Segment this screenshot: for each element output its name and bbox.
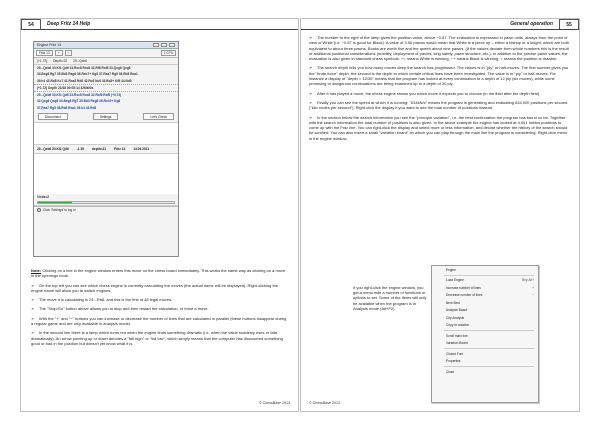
- score-value: (+1.72): [37, 59, 48, 63]
- left-page-body: [31, 268, 289, 350]
- menu-separator: [444, 275, 534, 276]
- context-menu-screenshot: [431, 265, 539, 403]
- engine-blank-area: [34, 122, 178, 144]
- context-menu-item[interactable]: [432, 266, 538, 274]
- context-menu-item[interactable]: [432, 277, 538, 285]
- visits-label: Visits=2: [37, 195, 50, 200]
- paragraph-text: In the second line there is a lamp which turns red when the engine finds something dramatic (i.e. when the value suddenly rises or falls dramatically). An arrow pointing up or down denotes a "fail high" or "fail low", which simply means that the computer has discovered something good or bad in the position but doesn't yet know what it is.: [31, 330, 283, 346]
- menu-item-label: Variation Board: [446, 341, 468, 346]
- menu-item-label: Closed Font: [446, 351, 464, 356]
- settings-gear-icon: [37, 208, 41, 212]
- engine-output-area: [34, 154, 178, 194]
- menu-item-shortcut: +: [532, 285, 534, 290]
- page-number: 54: [21, 19, 41, 30]
- bullet-icon: ➢: [309, 114, 313, 120]
- menu-item-label: Engine: [446, 267, 456, 272]
- header-rule: [21, 29, 298, 30]
- visits-progress-bar: [37, 201, 175, 204]
- header-rule: [301, 29, 579, 30]
- body-paragraph: [31, 330, 289, 346]
- menu-item-label: Load Engine: [446, 278, 464, 283]
- right-page-body: [309, 35, 571, 145]
- menu-item-label: Scroll main line: [446, 333, 468, 338]
- body-paragraph: [309, 115, 571, 141]
- disconnect-button[interactable]: Disconnect: [38, 113, 68, 120]
- engine-name-button[interactable]: Fritz 13: [36, 50, 53, 56]
- minimize-icon[interactable]: [153, 43, 159, 47]
- context-menu-item[interactable]: [432, 299, 538, 307]
- menu-item-label: Properties: [446, 359, 461, 364]
- menu-item-label: Copy to notation: [446, 323, 470, 328]
- pv-move: 29...Qxb6 30.Kf1 Qd6: [37, 147, 69, 152]
- body-paragraph: [309, 100, 571, 111]
- left-page: [20, 18, 299, 412]
- bullet-icon: ➢: [31, 330, 35, 336]
- bullet-icon: ➢: [309, 90, 313, 96]
- bullet-icon: ➢: [309, 35, 313, 40]
- body-paragraph: [309, 35, 571, 61]
- menu-separator: [444, 330, 534, 331]
- pv-depth: depth=21: [91, 147, 107, 152]
- analysis-line[interactable]: 39.h4 43.Rd8 Kc7 41.Rxa2 Rd8 42.Rc6 Nc6 43.Bd3+ Kf8 44.Nd5: [37, 78, 132, 83]
- engine-toolbar: [34, 49, 178, 58]
- menu-caption: If you right-click the engine window, you get a menu with a number of functions or options to set. Some of the items will only be available when the program is in Analysis mode (Alt+F2).: [353, 285, 427, 311]
- settings-button[interactable]: Settings: [93, 113, 119, 120]
- body-paragraph: [31, 306, 289, 311]
- body-paragraph: [309, 65, 571, 86]
- paragraph-text: Finally you can see the speed at which it is running: "634kN/s" means the program is generating and evaluating 634,000 positions per second ("kilo nodes per second"). Right-click the display if you want to see the total number of positions instead.: [309, 99, 568, 111]
- menu-item-label: Next Best: [446, 300, 460, 305]
- right-page-footer: © ChessBase 2013: [309, 401, 341, 405]
- maximize-icon[interactable]: [161, 43, 167, 47]
- paragraph-text: In the section below the search information you see the "principle variation", i.e. the best continuation the program has found so far. Together with the search information the total number of positions is also given. In the above example the engine has looked at 4,061 million positions to come up with the Fritz line. You can right-click the display and select more or less information, and decide whether the history of the search should be scrolled. You can also insert a small "variation board" on which you can play through the main line the program is considering. Right-click menu in the engine window.: [309, 114, 568, 141]
- paragraph-text: The number to the right of the lamp gives the position value, above −0.87. The evaluation is expressed in pawn units, always from the point of view of White (i.e. −0.87 is good for Black). A value of 3.00 pawns would mean that White is a piece up – either a bishop or a knight, which are both equivalent to about three pawns. Books are worth five and the queen about nine pawns. (If the values deviate from whole numbers this is the result of additional positional considerations (mobility, deployment of pieces, king safety, pawn structure, etc.). In addition to the precise pawn values, the evaluation is also given in standard chess symbols: += means White is winning, −+ means Black is winning, = means the position is drawish.: [309, 35, 570, 62]
- body-paragraph: [31, 283, 289, 294]
- lets-check-button[interactable]: Let's Check: [143, 113, 174, 120]
- bullet-icon: ➢: [31, 297, 35, 303]
- bullet-icon: ➢: [309, 65, 313, 71]
- context-menu-item[interactable]: [432, 284, 538, 292]
- search-stats: (+1.72) Depth 21/48 00:05:14 32MkN/s: [34, 84, 178, 92]
- depth-value: Depth=22: [53, 59, 68, 63]
- menu-item-shortcut: −: [532, 293, 534, 298]
- engine-button-row: [34, 111, 178, 122]
- right-page-header: [301, 19, 579, 30]
- menu-separator: [444, 366, 534, 367]
- principal-variation-row[interactable]: [34, 144, 178, 154]
- context-menu-item[interactable]: [432, 292, 538, 300]
- menu-item-label: Increase number of lines: [446, 285, 481, 290]
- analysis-line-2[interactable]: 29...Qxb6 30.Kf1 Qd6 31.Rxc8 Rxc8 32.Rxf8 Rxf8 (+0.72): [37, 93, 122, 98]
- bullet-icon: ➢: [31, 282, 35, 288]
- left-page-footer: © ChessBase 2013: [258, 401, 290, 405]
- bullet-icon: ➢: [31, 315, 35, 321]
- context-menu-item[interactable]: [432, 314, 538, 322]
- bullet-icon: ➢: [31, 306, 35, 312]
- header-title: General operation: [510, 21, 553, 27]
- pv-engine: Fritz 13: [114, 147, 126, 152]
- context-menu-item[interactable]: [432, 322, 538, 330]
- remove-line-button[interactable]: −: [65, 50, 73, 56]
- visits-panel: [34, 194, 178, 206]
- context-menu-item[interactable]: [432, 350, 538, 358]
- note-text: Clicking on a line in the engine window enters this move on the chess board immediately. This works the same way as clicking on a move in the openings book.: [31, 268, 286, 279]
- status-text: Click 'Settings' to log in: [43, 207, 76, 212]
- window-controls: [153, 43, 175, 47]
- analysis-line[interactable]: 29...Qxb6 30.Kf1 Qd6 31.Rxc8 Rxc8 32.Rf8 Rxf8 33.Qxg6 Qxg6: [37, 66, 131, 70]
- analysis-line-2[interactable]: 32.Qxg6 Qxg6 34.Bxg6 Rg7 35.Bd3 Rxg6 36.Rxh7+ Kg8: [37, 99, 121, 104]
- current-move: 29...Qxb6: [73, 59, 87, 63]
- menu-separator: [444, 348, 534, 349]
- menu-item-label: Analysis Board: [446, 308, 468, 313]
- note-label: Note:: [31, 268, 42, 273]
- paragraph-text: On the top left you can see which chess engine is currently calculating the moves (the actual name will be displayed). Right-clicking the engine name will allow you to switch engines.: [31, 282, 279, 293]
- menu-item-label: Clip Analysis: [446, 315, 465, 320]
- cpu-button[interactable]: 1 CPU: [161, 50, 176, 56]
- paragraph-text: The search depth tells you how many moves deep the search has progressed. The values is in "ply" or half-moves. The first number gives you the "brute force" depth, the second is the depth to which certain critical lines have been investigated. The value is in "ply" or half-moves. For instance a display of "depth = 12/30" means that the program has looked at every continuation to a depth of 12 ply (six moves), while some promising or dangerous continuations are being examined up to a depth of 30 ply.: [309, 65, 569, 87]
- body-paragraph: [309, 91, 571, 96]
- visits-progress-fill: [38, 202, 72, 203]
- header-title: Deep Fritz 14 Help: [47, 21, 91, 27]
- note-paragraph: [31, 268, 289, 279]
- analysis-line[interactable]: 34.Bxg6 Rg7 35.Bd3 Rxg6 36.Rxh7+ Kg8 37.Rxa7 Rg5 38.Rb8 Rxa1: [37, 72, 138, 77]
- engine-window-title-bar: [34, 42, 178, 49]
- pv-eval: -1.39: [76, 147, 84, 152]
- page-number: 55: [559, 19, 579, 30]
- paragraph-text: With the "+" and "−" buttons you can increase or decrease the number of lines that are calculated in parallel (these buttons disappear during a regular game and are only available in analysis mode).: [31, 315, 287, 327]
- right-page: [300, 18, 580, 412]
- body-paragraph: [31, 297, 289, 302]
- pv-date: 14.09.2011: [133, 147, 150, 152]
- add-line-button[interactable]: +: [55, 50, 63, 56]
- context-menu-item[interactable]: [432, 340, 538, 348]
- left-page-header: [21, 19, 298, 30]
- context-menu-item[interactable]: [432, 332, 538, 340]
- close-icon[interactable]: [169, 43, 175, 47]
- engine-status-bar: [34, 206, 178, 212]
- paragraph-text: The "Stop/Go" button above allows you to stop and then restart the calculation, or force a move.: [39, 306, 209, 312]
- menu-item-label: Decrease number of lines: [446, 293, 483, 298]
- engine-subheader: [34, 58, 178, 65]
- body-paragraph: [31, 316, 289, 327]
- paragraph-text: After it has played a move, the chess engine shows you which move it expects you to choose (in the field after the depth field).: [317, 90, 541, 96]
- engine-window-screenshot: [33, 41, 179, 257]
- engine-window-title: Engine Fritz 13: [37, 43, 62, 47]
- context-menu-item[interactable]: [432, 358, 538, 366]
- menu-item-shortcut: Rep Alt+: [521, 278, 534, 283]
- paragraph-text: The move it is calculating is 24...Rb8, and this is the first of 48 legal moves.: [39, 297, 173, 303]
- context-menu-item[interactable]: [432, 368, 538, 376]
- analysis-line-2[interactable]: 37.Rxa7 Rg5 38.Rb8 Rxa1 39.h4 43.Rd8: [37, 105, 97, 110]
- menu-item-label: Close: [446, 369, 455, 374]
- context-menu-item[interactable]: [432, 307, 538, 315]
- bullet-icon: ➢: [309, 99, 313, 105]
